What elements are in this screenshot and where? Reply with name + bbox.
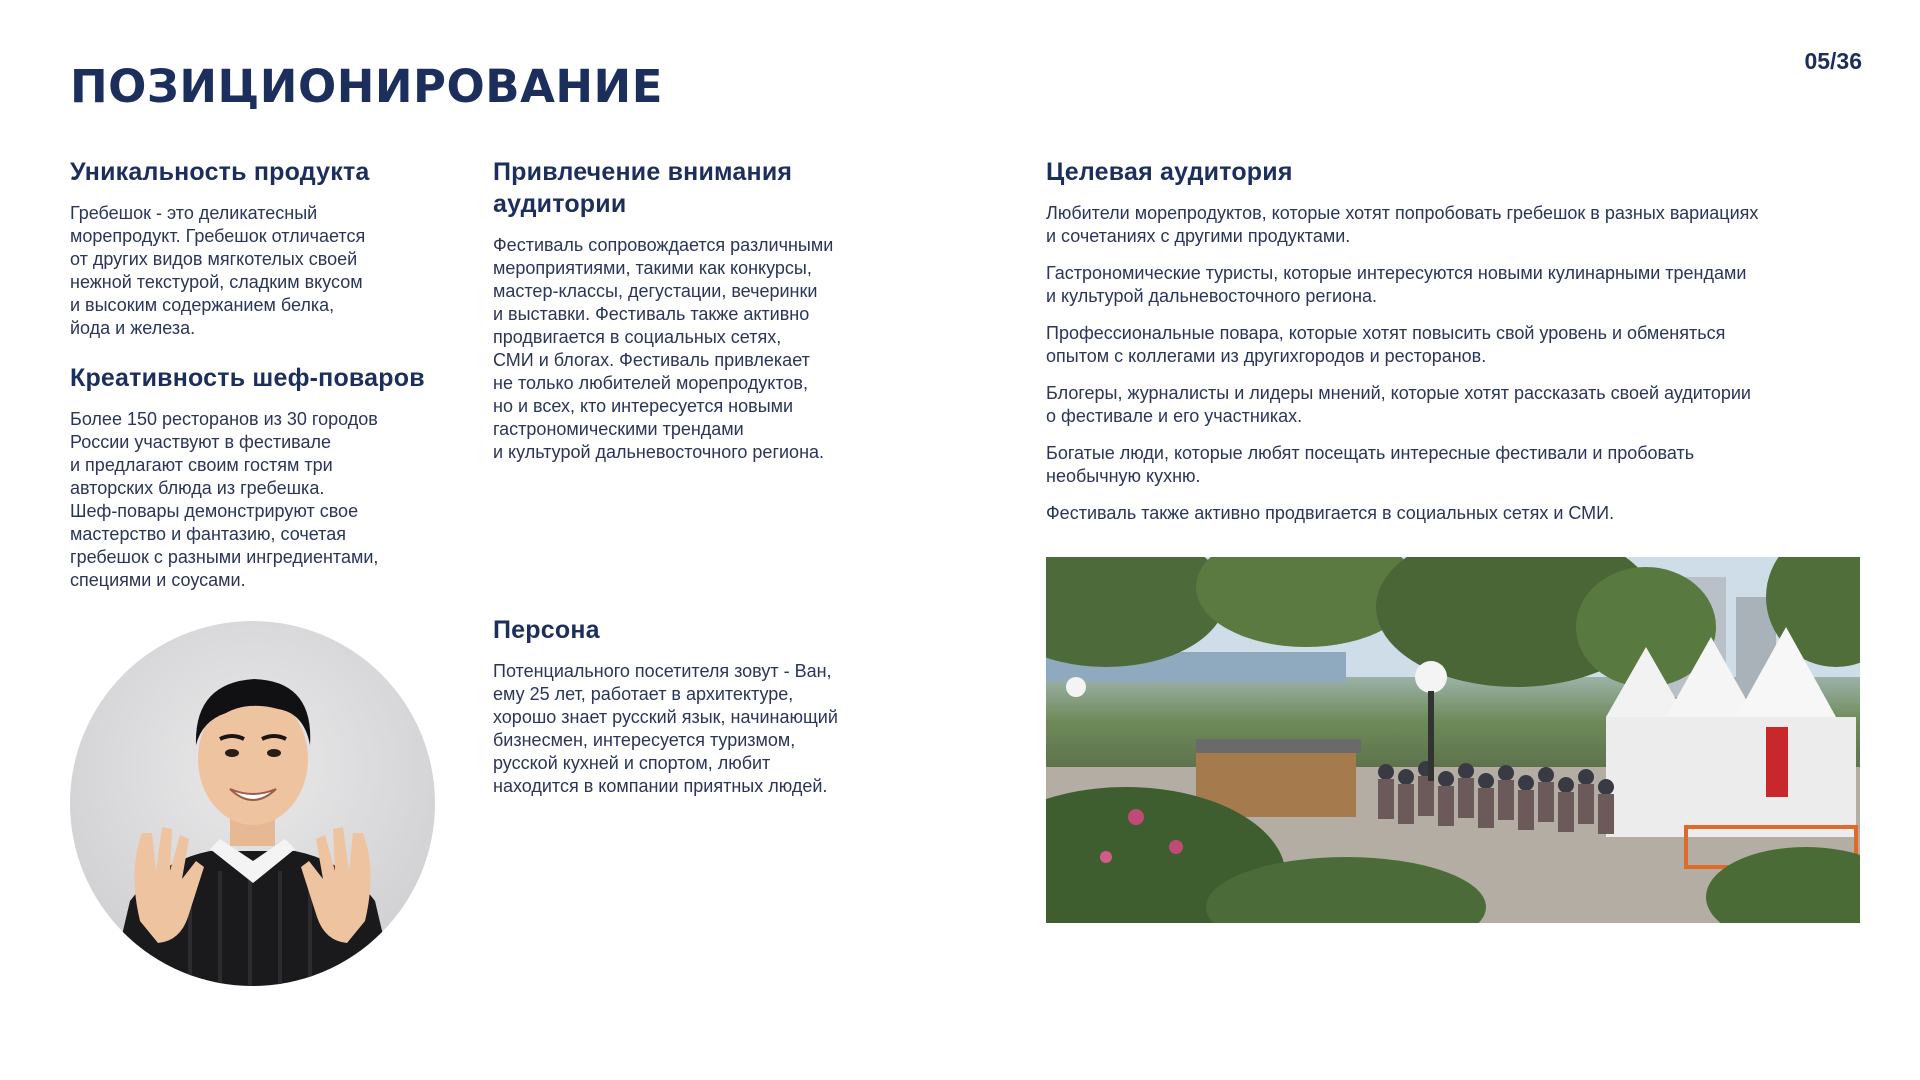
audience-item: Богатые люди, которые любят посещать интересные фестивали и пробовать необычную кухню.: [1046, 443, 1695, 486]
attention-heading: Привлечение внимания аудитории: [493, 158, 793, 218]
audience-heading: Целевая аудитория: [1046, 158, 1293, 186]
audience-item: Профессиональные повара, которые хотят повысить свой уровень и обменяться опытом с коллегами из другихгородов и ресторанов.: [1046, 323, 1726, 366]
festival-photo-image: [1046, 557, 1860, 923]
audience-item: Гастрономические туристы, которые интересуются новыми кулинарными трендами и культурой дальневосточного региона.: [1046, 263, 1747, 306]
creativity-text: Более 150 ресторанов из 30 городов России участвуют в фестивале и предлагают своим гостям три авторских блюда из гребешка. Шеф-повары демонстрируют свое мастерство и фантазию, сочетая гребешок с разными ингредиентами, специями и соусами.: [70, 409, 379, 590]
audience-section: [1046, 156, 1866, 539]
audience-item: Любители морепродуктов, которые хотят попробовать гребешок в разных вариациях и сочетаниях с другими продуктами.: [1046, 203, 1759, 246]
audience-item: Блогеры, журналисты и лидеры мнений, которые хотят рассказать своей аудитории о фестивале и его участниках.: [1046, 383, 1751, 426]
persona-portrait-image: [70, 621, 435, 986]
uniqueness-section: [70, 156, 450, 340]
persona-text: Потенциального посетителя зовут - Ван, ему 25 лет, работает в архитектуре, хорошо знает русский язык, начинающий бизнесмен, интересуется туризмом, русской кухней и спортом, любит находится в компании приятных людей.: [493, 661, 838, 796]
uniqueness-heading: Уникальность продукта: [70, 158, 370, 186]
creativity-section: [70, 362, 450, 592]
persona-section: [493, 614, 913, 798]
attention-section: [493, 156, 913, 464]
persona-heading: Персона: [493, 616, 600, 644]
persona-portrait: [70, 621, 435, 986]
uniqueness-text: Гребешок - это деликатесный морепродукт. Гребешок отличается от других видов мягкотелых своей нежной текстурой, сладким вкусом и высоким содержанием белка, йода и железа.: [70, 203, 366, 338]
festival-photo: [1046, 557, 1860, 923]
audience-item: Фестиваль также активно продвигается в социальных сетях и СМИ.: [1046, 503, 1615, 523]
creativity-heading: Креативность шеф-поваров: [70, 364, 425, 392]
page-number: 05/36: [1804, 48, 1862, 74]
attention-text: Фестиваль сопровождается различными мероприятиями, такими как конкурсы, мастер-классы, дегустации, вечеринки и выставки. Фестиваль также активно продвигается в социальных сетях, СМИ и блогах. Фестиваль привлекает не только любителей морепродуктов, но и всех, кто интересуется новыми гастрономическими трендами и культурой дальневосточного региона.: [493, 235, 834, 462]
page-title: ПОЗИЦИОНИРОВАНИЕ: [70, 60, 663, 113]
